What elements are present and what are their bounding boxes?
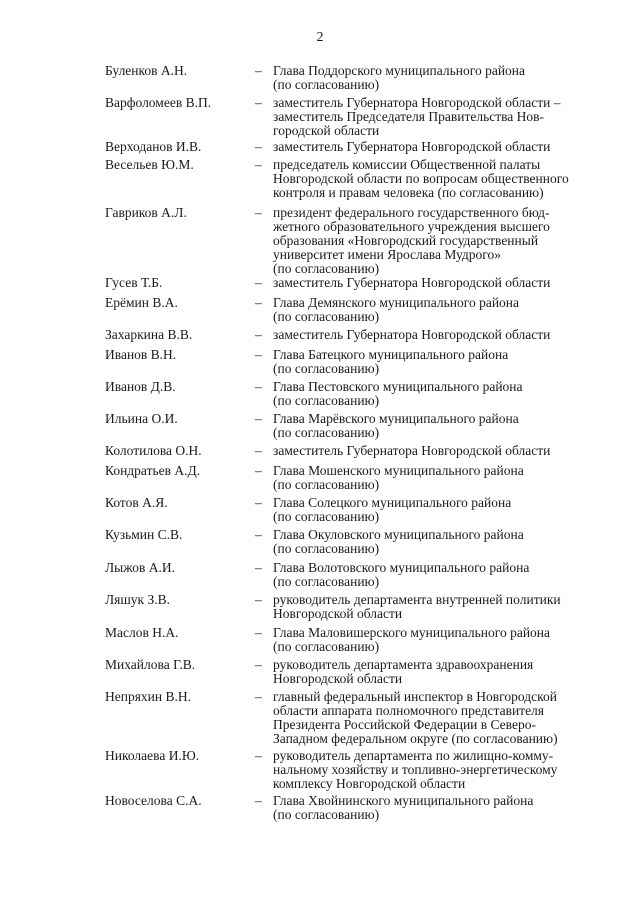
member-position <box>273 328 613 342</box>
position-line: Глава Батецкого муниципального района <box>273 347 509 362</box>
member-position <box>273 496 613 524</box>
separator-dash: – <box>255 463 262 478</box>
position-line: руководитель департамента внутренней политики <box>273 592 561 607</box>
position-line: (по согласованию) <box>273 361 380 376</box>
separator-dash: – <box>255 379 262 394</box>
member-name: Ерёмин В.А. <box>105 295 178 310</box>
position-line: заместитель Председателя Правительства Нов- <box>273 109 545 124</box>
position-line: заместитель Губернатора Новгородской области <box>273 139 551 154</box>
member-position <box>273 658 613 686</box>
position-line: заместитель Губернатора Новгородской области <box>273 327 551 342</box>
position-line: (по согласованию) <box>273 574 380 589</box>
member-name: Иванов В.Н. <box>105 347 177 362</box>
member-name: Маслов Н.А. <box>105 625 179 640</box>
position-line: Новгородской области по вопросам общественного <box>273 171 569 186</box>
separator-dash: – <box>255 689 262 704</box>
position-line: области аппарата полномочного представителя <box>273 703 545 718</box>
member-position <box>273 140 613 154</box>
position-line: заместитель Губернатора Новгородской области – <box>273 95 561 110</box>
member-name: Михайлова Г.В. <box>105 657 196 672</box>
separator-dash: – <box>255 347 262 362</box>
position-line: университет имени Ярослава Мудрого» <box>273 247 501 262</box>
separator-dash: – <box>255 657 262 672</box>
position-line: Глава Хвойнинского муниципального района <box>273 793 534 808</box>
position-line: президент федерального государственного бюд- <box>273 205 550 220</box>
member-position <box>273 794 613 822</box>
position-line: Глава Поддорского муниципального района <box>273 63 526 78</box>
member-position <box>273 464 613 492</box>
member-name: Ляшук З.В. <box>105 592 170 607</box>
separator-dash: – <box>255 748 262 763</box>
position-line: (по согласованию) <box>273 393 380 408</box>
member-name: Ильина О.И. <box>105 411 178 426</box>
member-position <box>273 412 613 440</box>
position-line: заместитель Губернатора Новгородской области <box>273 275 551 290</box>
member-name: Колотилова О.Н. <box>105 443 202 458</box>
position-line: Глава Маловишерского муниципального района <box>273 625 551 640</box>
separator-dash: – <box>255 157 262 172</box>
position-line: (по согласованию) <box>273 509 380 524</box>
position-line: (по согласованию) <box>273 477 380 492</box>
position-line: контроля и правам человека (по согласованию) <box>273 185 544 200</box>
member-name: Верходанов И.В. <box>105 139 202 154</box>
position-line: заместитель Губернатора Новгородской области <box>273 443 551 458</box>
separator-dash: – <box>255 793 262 808</box>
position-line: жетного образовательного учреждения высшего <box>273 219 550 234</box>
member-position <box>273 380 613 408</box>
position-line: Президента Российской Федерации в Северо- <box>273 717 536 732</box>
position-line: руководитель департамента по жилищно-комму- <box>273 748 554 763</box>
member-name: Гавриков А.Л. <box>105 205 187 220</box>
member-name: Варфоломеев В.П. <box>105 95 212 110</box>
position-line: Глава Демянского муниципального района <box>273 295 520 310</box>
member-position <box>273 626 613 654</box>
separator-dash: – <box>255 625 262 640</box>
member-name: Новоселова С.А. <box>105 793 202 808</box>
position-line: (по согласованию) <box>273 807 380 822</box>
member-name: Непряхин В.Н. <box>105 689 192 704</box>
member-position <box>273 561 613 589</box>
position-line: Глава Окуловского муниципального района <box>273 527 524 542</box>
member-position <box>273 348 613 376</box>
member-name: Николаева И.Ю. <box>105 748 200 763</box>
position-line: Глава Мошенского муниципального района <box>273 463 524 478</box>
position-line: (по согласованию) <box>273 261 380 276</box>
member-name: Лыжов А.И. <box>105 560 175 575</box>
member-name: Иванов Д.В. <box>105 379 176 394</box>
member-position <box>273 276 613 290</box>
separator-dash: – <box>255 63 262 78</box>
member-position <box>273 690 613 746</box>
member-name: Гусев Т.Б. <box>105 275 163 290</box>
position-line: руководитель департамента здравоохранения <box>273 657 534 672</box>
separator-dash: – <box>255 275 262 290</box>
member-position <box>273 206 613 276</box>
member-name: Котов А.Я. <box>105 495 168 510</box>
separator-dash: – <box>255 527 262 542</box>
member-name: Буленков А.Н. <box>105 63 188 78</box>
member-position <box>273 593 613 621</box>
separator-dash: – <box>255 495 262 510</box>
page-number: 2 <box>316 30 324 45</box>
member-name: Кондратьев А.Д. <box>105 463 201 478</box>
member-position <box>273 64 613 92</box>
member-position <box>273 528 613 556</box>
member-position <box>273 296 613 324</box>
member-name: Весельев Ю.М. <box>105 157 194 172</box>
member-position <box>273 158 613 200</box>
separator-dash: – <box>255 443 262 458</box>
position-line: нальному хозяйству и топливно-энергетическому <box>273 762 558 777</box>
position-line: Западном федеральном округе (по согласованию) <box>273 731 558 746</box>
position-line: городской области <box>273 123 380 138</box>
separator-dash: – <box>255 327 262 342</box>
position-line: (по согласованию) <box>273 541 380 556</box>
position-line: образования «Новгородский государственный <box>273 233 539 248</box>
position-line: комплексу Новгородской области <box>273 776 466 791</box>
separator-dash: – <box>255 95 262 110</box>
position-line: Глава Солецкого муниципального района <box>273 495 512 510</box>
separator-dash: – <box>255 560 262 575</box>
member-position <box>273 749 613 791</box>
member-position <box>273 96 613 138</box>
member-position <box>273 444 613 458</box>
separator-dash: – <box>255 295 262 310</box>
separator-dash: – <box>255 411 262 426</box>
position-line: (по согласованию) <box>273 425 380 440</box>
separator-dash: – <box>255 592 262 607</box>
position-line: (по согласованию) <box>273 77 380 92</box>
position-line: (по согласованию) <box>273 309 380 324</box>
separator-dash: – <box>255 139 262 154</box>
separator-dash: – <box>255 205 262 220</box>
position-line: Новгородской области <box>273 606 403 621</box>
position-line: (по согласованию) <box>273 639 380 654</box>
member-name: Захаркина В.В. <box>105 327 193 342</box>
position-line: Глава Волотовского муниципального района <box>273 560 530 575</box>
position-line: Новгородской области <box>273 671 403 686</box>
position-line: главный федеральный инспектор в Новгородской <box>273 689 557 704</box>
position-line: Глава Марёвского муниципального района <box>273 411 519 426</box>
member-name: Кузьмин С.В. <box>105 527 183 542</box>
position-line: председатель комиссии Общественной палаты <box>273 157 541 172</box>
position-line: Глава Пестовского муниципального района <box>273 379 523 394</box>
